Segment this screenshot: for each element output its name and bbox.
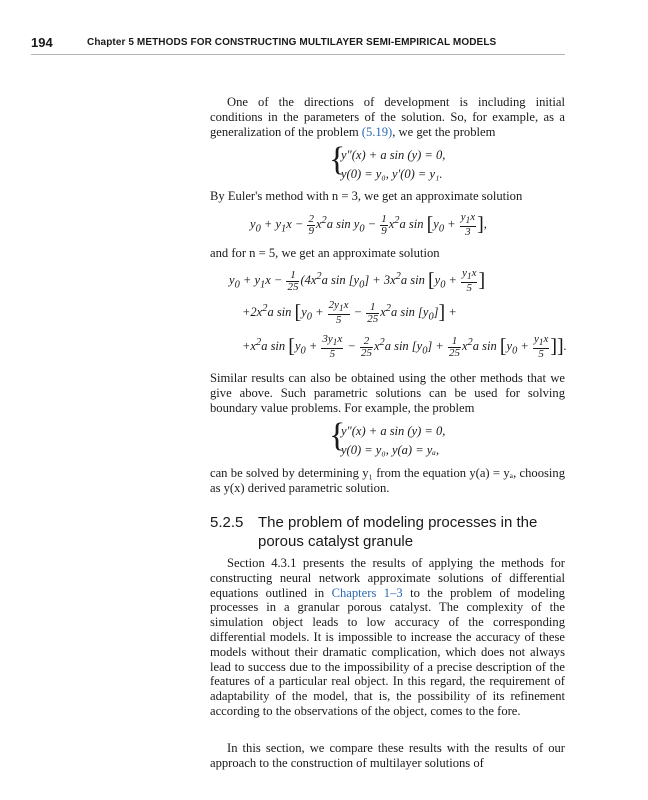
paragraph-parametric: Similar results can also be obtained using the other methods that we give above. Such parametric solutions can be used for solving boundary value problems. For example, the problem [210,371,565,415]
euler-n3-formula: $y_0 + y_1x$ − $\frac{2}{9}$ $x^2a$ $\sin y_0$ − $\frac{1}{9}$ $x^2a$ $\sin [y_0$ + $\frac{y_1x}{3}$ ], [250,211,487,239]
running-header [31,35,565,55]
paragraph-euler-n5: and for n = 5, we get an approximate solution [210,246,440,260]
section-title-line1: The problem of modeling processes in the [258,514,538,531]
system2-line1: y″(x) + a sin (y) = 0, [341,424,446,438]
header-rule [31,54,565,55]
section-heading [210,513,565,551]
euler-n5-formula-line3: $+x^2a$ $\sin [y_0$ + $\frac{3y_1x}{5}$ − $\frac{2}{25}$ $x^2a$ $\sin [y_0]$ + $\frac{1}{25}$ $x^2a$ $\sin [y_0$ + $\frac{y_1x}{5}$ ]]. [242,333,567,361]
chapter-title: Chapter 5 METHODS FOR CONSTRUCTING MULTILAYER SEMI-EMPIRICAL MODELS [87,37,497,48]
system2-line2: y(0) = y₀, y(a) = yₐ, [341,443,440,457]
section-number: 5.2.5 [210,514,244,531]
system-brace: { [329,141,346,178]
paragraph-euler-n3: By Euler's method with n = 3, we get an approximate solution [210,189,523,203]
equation-ref-5-19[interactable]: (5.19) [361,124,393,139]
paragraph-boundary: can be solved by determining y₁ from the equation y(a) = yₐ, choosing as y(x) derived parametric solution. [210,466,565,495]
system1-line1: y″(x) + a sin (y) = 0, [341,148,446,162]
paragraph-section-intro: Section 4.3.1 presents the results of applying the methods for constructing neural network approximate solutions of differential equations outlined in Chapters 1–3 to the problem of modeling processes in a granular porous catalyst. The complexity of the simulation object leads to low accuracy of the corresponding differential models. It is impossible to increase the accuracy of these models without their dramatic complication, which does not always lead to success due to the impossibility of a precise description of the features of a particular real object. In this regard, the requirement of adaptability of the model, that is, the possibility of its refinement according to the observations of the object, comes to the fore. [210,556,565,718]
system1-line2: y(0) = y₀, y′(0) = y₁. [341,167,443,181]
page-number: 194 [31,35,53,50]
section-title-line2: porous catalyst granule [258,533,414,550]
chapters-ref[interactable]: Chapters 1–3 [331,585,403,600]
euler-n5-formula-line1: $y_0 + y_1x$ − $\frac{1}{25}$ ($4x^2a$ $\sin [y_0] + 3x^2a$ $\sin [y_0$ + $\frac{y_1x}{5}$ ] [229,267,486,295]
paragraph-initial-conditions: One of the directions of development is including initial conditions in the parameters of the solution. So, for example, as a generalization of the problem (5.19), we get the problem [210,95,565,139]
paragraph-comparison: In this section, we compare these results with the results of our approach to the construction of multilayer solutions of [210,741,565,770]
system2-brace: { [329,417,346,454]
euler-n5-formula-line2: $+2x^2a$ $\sin [y_0$ + $\frac{2y_1x}{5}$ − $\frac{1}{25}$ $x^2a$ $\sin [y_0]$] + [242,299,457,327]
